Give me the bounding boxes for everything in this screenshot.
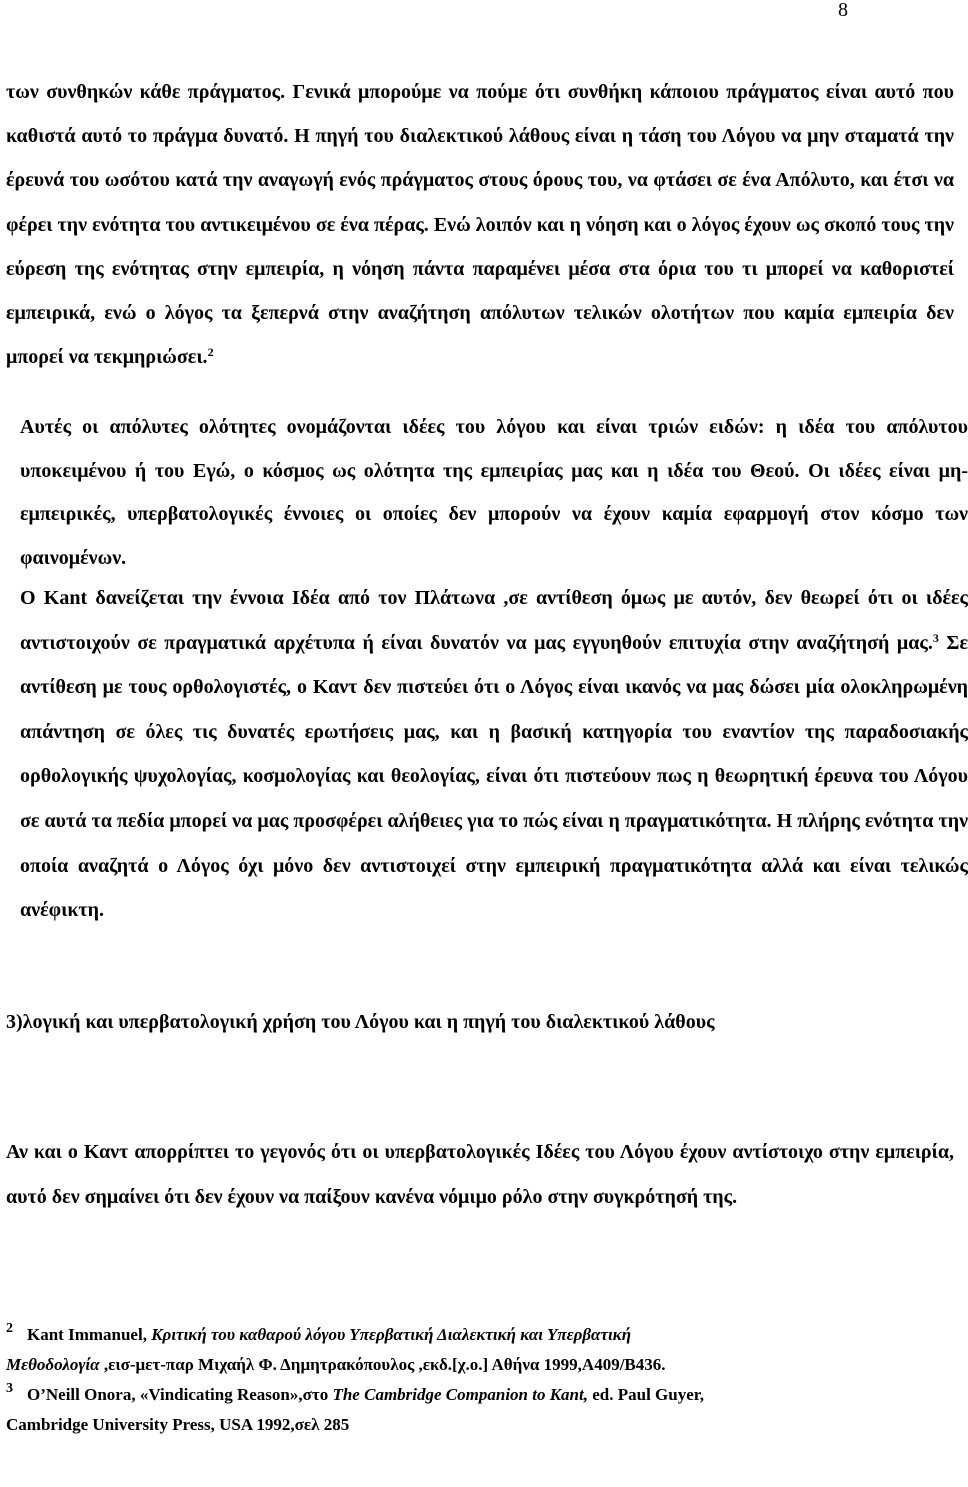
page-number: 8 <box>838 0 848 21</box>
footnote-3-line-1 <box>6 1380 954 1410</box>
footnote-ref-3: 3 <box>932 630 939 645</box>
footnote-ref-2: 2 <box>207 345 214 360</box>
paragraph-3 <box>6 576 968 933</box>
footnote-2-title-cont: Μεθοδολογία <box>6 1355 100 1374</box>
paragraph-1-text: των συνθηκών κάθε πράγματος. Γενικά μπορούμε να πούμε ότι συνθήκη κάποιου πράγματος είναι αυτό που καθιστά αυτό το πράγμα δυνατό. Η πηγή του διαλεκτικού λάθους είναι η τάση του Λόγου να μην σταματά την έρευνά του ωσότου κατά την αναγωγή ενός πράγματος στους όρους του, να φτάσει σε ένα Απόλυτο, και έτσι να φέρει την ενότητα του αντικειμένου σε ένα πέρας. Ενώ λοιπόν και η νόηση και ο λόγος έχουν ως σκοπό τους την εύρεση της ενότητας στην εμπειρία, η νόηση πάντα παραμένει μέσα στα όρια του τι μπορεί να καθοριστεί εμπειρικά, ενώ ο λόγος τα ξεπερνά στην αναζήτηση απόλυτων τελικών ολοτήτων που καμία εμπειρία δεν μπορεί να τεκμηριώσει. <box>6 81 954 369</box>
footnote-2-publication: ,εισ-μετ-παρ Μιχαήλ Φ. Δημητρακόπουλος ,εκδ.[χ.ο.] Αθήνα 1999,Α409/Β436. <box>99 1355 666 1374</box>
paragraph-1 <box>6 70 954 379</box>
footnote-2-number: 2 <box>6 1321 13 1336</box>
paragraph-2: Αυτές οι απόλυτες ολότητες ονομάζονται ιδέες του λόγου και είναι τριών ειδών: η ιδέα του απόλυτου υποκειμένου ή του Εγώ, ο κόσμος ως ολότητα της εμπειρίας μας και η ιδέα του Θεού. Οι ιδέες είναι μη-εμπειρικές, υπερβατολογικές έννοιες οι οποίες δεν μπορούν να έχουν καμία εφαρμογή στον κόσμο των φαινομένων. <box>20 416 968 569</box>
paragraph-4: Αν και ο Καντ απορρίπτει το γεγονός ότι οι υπερβατολογικές Ιδέες του Λόγου έχουν αντίστοιχο στην εμπειρία, αυτό δεν σημαίνει ότι δεν έχουν να παίξουν κανένα νόμιμο ρόλο στην συγκρότησή της. <box>6 1141 954 1208</box>
footnote-2-title: Κριτική του καθαρού λόγου Υπερβατική Διαλεκτική και Υπερβατική <box>151 1325 632 1344</box>
footnote-3-author: O’Neill Onora, «Vindicating Reason»,στο <box>27 1385 333 1404</box>
footnotes <box>6 1320 954 1440</box>
footnote-3-number: 3 <box>6 1381 13 1396</box>
footnote-2-line-2 <box>6 1350 954 1380</box>
paragraph-3-part-1: Ο Kant δανείζεται την έννοια Ιδέα από τον Πλάτωνα ,σε αντίθεση όμως με αυτόν, δεν θεωρεί ότι οι ιδέες αντιστοιχούν σε πραγματικά αρχέτυπα ή είναι δυνατόν να μας εγγυηθούν επιτυχία στην αναζήτησή μας. <box>20 587 968 654</box>
footnote-3-editor: ed. Paul Guyer, <box>587 1385 705 1404</box>
footnote-3-book-title: The Cambridge Companion to Kant, <box>332 1385 588 1404</box>
footnote-2-line-1 <box>6 1320 954 1350</box>
footnote-3-line-2: Cambridge University Press, USA 1992,σελ 285 <box>6 1415 350 1434</box>
paragraph-3-part-2: Σε αντίθεση με τους ορθολογιστές, ο Καντ δεν πιστεύει ότι ο Λόγος είναι ικανός να μας δώσει μία ολοκληρωμένη απάντηση σε όλες τις δυνατές ερωτήσεις μας, και η βασική κατηγορία του εναντίον της παραδοσιακής ορθολογικής ψυχολογίας, κοσμολογίας και θεολογίας, είναι ότι πιστεύουν πως η θεωρητική έρευνα του Λόγου σε αυτά τα πεδία μπορεί να μας προσφέρει αλήθειες για το πώς είναι η πραγματικότητα. Η πλήρης ενότητα την οποία αναζητά ο Λόγος όχι μόνο δεν αντιστοιχεί στην εμπειρική πραγματικότητα αλλά και είναι τελικώς ανέφικτη. <box>20 631 968 922</box>
section-heading: 3)λογική και υπερβατολογική χρήση του Λόγου και η πηγή του διαλεκτικού λάθους <box>6 1011 715 1033</box>
footnote-2-author: Kant Immanuel, <box>27 1325 152 1344</box>
